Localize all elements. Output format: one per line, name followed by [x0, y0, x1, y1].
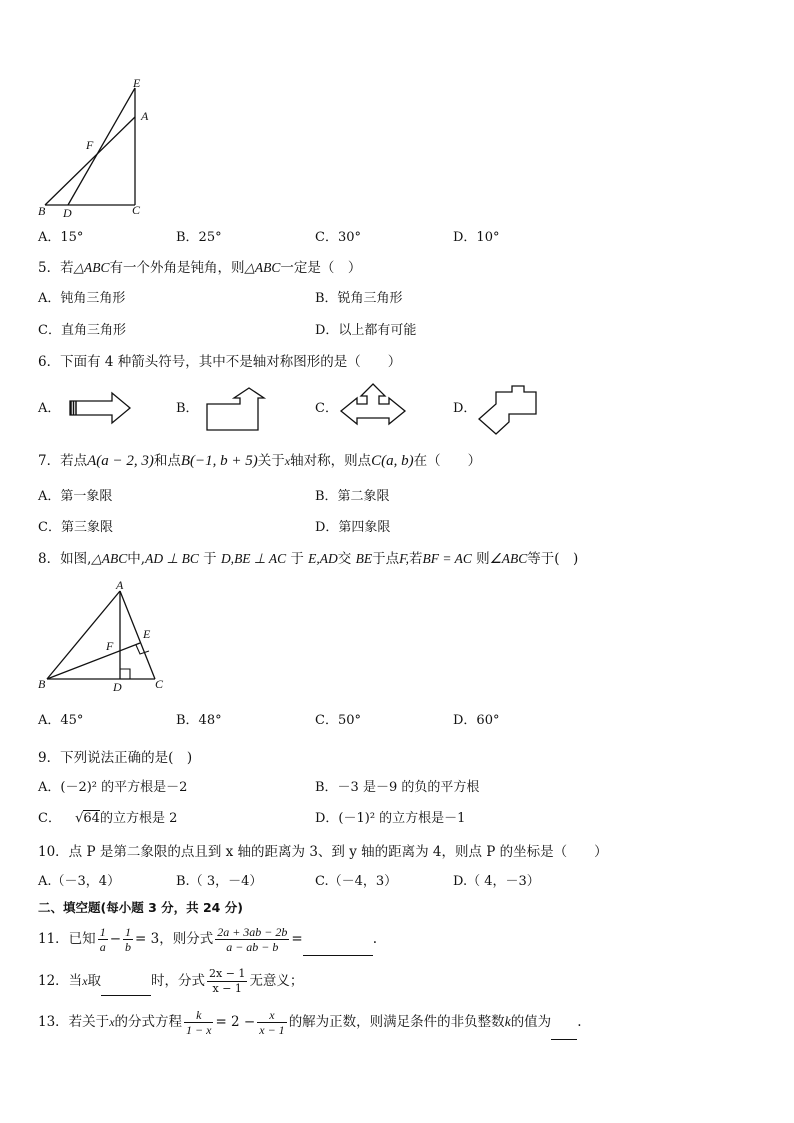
fig4-label-C: C: [132, 203, 141, 217]
q12-text-3: 时，分式: [151, 973, 206, 989]
q6-option-a[interactable]: A．: [38, 401, 61, 416]
q7-point-c: C(a, b): [371, 453, 414, 469]
q13-text-3: 的解为正数，则满足条件的非负整数: [288, 1014, 505, 1030]
q13-text-4: 的值为: [510, 1014, 552, 1030]
q7-text-3: 关于: [257, 453, 285, 469]
q13-k: k: [504, 1014, 511, 1029]
sqrt-icon: √: [75, 811, 84, 826]
q10-option-b[interactable]: B.（ 3，－4）: [176, 874, 263, 889]
q5-triangle-1: △ABC: [73, 260, 110, 275]
q9-radicand: 64: [83, 811, 100, 826]
q5-option-c[interactable]: C．直角三角形: [38, 323, 126, 338]
q6-option-d[interactable]: D．: [453, 401, 477, 416]
q11-text-2: ，则分式: [159, 931, 214, 947]
q7-text-4: 轴对称，则点: [290, 453, 372, 469]
q4-option-a[interactable]: A．15°: [38, 230, 84, 245]
q11-eq-2: =: [291, 931, 303, 947]
q8-text-1: 8．如图,: [38, 551, 92, 567]
q13-f1-num: k: [184, 1008, 213, 1023]
q8-text-2: 中,: [127, 551, 146, 567]
q8-text-9: 等于( ): [527, 551, 579, 567]
q11-f2-num: 1: [125, 925, 131, 939]
q7-option-b[interactable]: B．第二象限: [315, 489, 390, 504]
q5-option-a[interactable]: A．钝角三角形: [38, 291, 126, 306]
q13-text-2: 的分式方程: [114, 1014, 183, 1030]
q7-point-b: B(−1, b + 5): [180, 453, 258, 469]
q6-option-b[interactable]: B．: [176, 401, 199, 416]
q5-triangle-2: △ABC: [244, 260, 281, 275]
q11-f2-den: b: [125, 940, 131, 954]
fig8-label-A: A: [116, 578, 124, 592]
q8-text-6: 于点: [372, 551, 400, 567]
q8-text-7: 若: [408, 551, 423, 567]
q6-option-c[interactable]: C．: [315, 401, 338, 416]
fig4-label-A: A: [141, 109, 149, 123]
q8-cond-1: AD ⊥ BC: [145, 551, 199, 566]
fig8-label-E: E: [143, 627, 151, 641]
q8-option-d[interactable]: D．60°: [453, 713, 500, 728]
q5-option-b[interactable]: B．锐角三角形: [315, 291, 403, 306]
q9-option-d[interactable]: D．(－1)² 的立方根是－1: [315, 811, 466, 826]
q10-option-d[interactable]: D.（ 4，－3）: [453, 874, 540, 889]
section-2-heading: 二、填空题(每小题 3 分，共 24 分): [38, 900, 243, 915]
q12-text-4: 无意义；: [249, 973, 304, 989]
q12-f-num: 2x − 1: [209, 967, 246, 980]
q11-fraction-2: [123, 925, 133, 954]
q8-text-3: 于: [203, 551, 217, 567]
q13-f2-den: x − 1: [259, 1023, 285, 1037]
q8-f: F,: [399, 551, 409, 566]
q4-option-b[interactable]: B．25°: [176, 230, 222, 245]
q12-text-1: 12．当: [38, 973, 83, 989]
q7-text-2: 和点: [153, 453, 181, 469]
q8-option-c[interactable]: C．50°: [315, 713, 361, 728]
q9-option-c[interactable]: [38, 810, 177, 828]
q11-stem: [38, 922, 377, 956]
q8-cond-2: BE ⊥ AC: [234, 551, 287, 566]
q8-e: E,: [308, 551, 320, 566]
q5-option-d[interactable]: D．以上都有可能: [315, 323, 417, 338]
q11-f1-num: 1: [99, 925, 106, 939]
q7-point-a: A(a − 2, 3): [87, 453, 154, 469]
q13-f2-num: x: [257, 1008, 286, 1023]
q8-option-a[interactable]: A．45°: [38, 713, 84, 728]
q13-answer-blank[interactable]: [551, 1021, 577, 1040]
q8-d: D,: [220, 551, 235, 566]
q11-f3-den: a − ab − b: [226, 940, 279, 954]
q11-end: .: [372, 931, 378, 947]
q8-text-8: 则: [476, 551, 490, 567]
q13-x: x: [109, 1015, 115, 1029]
q5-text: 5．若: [38, 260, 74, 276]
q11-fraction-1: [98, 925, 108, 954]
q13-stem: [38, 1004, 581, 1040]
q7-x: x: [284, 454, 291, 468]
q11-text-1: 11．已知: [38, 931, 96, 947]
q9-option-b[interactable]: B．－3 是－9 的负的平方根: [315, 780, 480, 795]
fig4-label-E: E: [133, 76, 141, 90]
q12-text-2: 取: [87, 973, 102, 989]
q10-stem: 10．点 P 是第二象限的点且到 x 轴的距离为 3、到 y 轴的距离为 4，则点 P 的坐标是（ ）: [38, 844, 608, 860]
q11-eq: = 3: [135, 931, 160, 947]
q12-fraction: [207, 967, 247, 996]
q10-option-c[interactable]: C.（－4，3）: [315, 874, 398, 889]
q8-option-b[interactable]: B．48°: [176, 713, 222, 728]
q11-f1-den: a: [99, 940, 106, 954]
fig4-label-D: D: [63, 206, 72, 220]
q9-option-a[interactable]: A．(－2)² 的平方根是－2: [38, 780, 188, 795]
q13-mid: = 2 −: [215, 1014, 256, 1030]
fig4-label-B: B: [38, 204, 46, 218]
q8-text-5: 交: [337, 551, 352, 567]
q7-text-5: 在（ ）: [413, 453, 482, 469]
q4-option-d[interactable]: D．10°: [453, 230, 500, 245]
q9-option-c-text: 的立方根是 2: [99, 811, 178, 826]
q10-option-a[interactable]: A.（－3，4）: [38, 874, 121, 889]
q11-minus: −: [109, 931, 121, 947]
q8-triangle: △ABC: [91, 551, 128, 566]
q8-cond-3: BF = AC: [422, 551, 472, 566]
q8-ad: AD: [319, 551, 338, 566]
q8-text-4: 于: [290, 551, 304, 567]
q8-angle: ∠ABC: [489, 551, 528, 566]
q7-text-1: 7．若点: [38, 453, 88, 469]
q5-text-end: 一定是（ ）: [280, 260, 362, 276]
q13-text-1: 13．若关于: [38, 1014, 110, 1030]
q9-option-c-label: C．: [38, 811, 61, 826]
q13-f1-den: 1 − x: [186, 1023, 212, 1037]
q8-be: BE: [355, 551, 373, 566]
q7-option-c[interactable]: C．第三象限: [38, 520, 113, 535]
q7-option-d[interactable]: D．第四象限: [315, 520, 391, 535]
fig8-label-D: D: [113, 680, 122, 694]
fig4-label-F: F: [86, 138, 94, 152]
q6-stem: 6．下面有 4 种箭头符号，其中不是轴对称图形的是（ ）: [38, 354, 402, 370]
q12-stem: [38, 966, 303, 996]
fig8-label-B: B: [38, 677, 46, 691]
q13-fraction-1: [184, 1008, 213, 1037]
q7-option-a[interactable]: A．第一象限: [38, 489, 113, 504]
q12-answer-blank[interactable]: [101, 977, 151, 996]
q13-end: .: [577, 1014, 582, 1030]
fig8-label-C: C: [155, 677, 164, 691]
q12-x: x: [82, 974, 88, 988]
q4-option-c[interactable]: C．30°: [315, 230, 361, 245]
fig8-label-F: F: [106, 639, 114, 653]
q13-fraction-2: [257, 1008, 286, 1037]
q11-fraction-3: [215, 925, 289, 954]
q11-answer-blank[interactable]: [303, 935, 373, 956]
q5-text-mid: 有一个外角是钝角，则: [109, 260, 245, 276]
q12-f-den: x − 1: [212, 982, 242, 995]
q9-stem: 9．下列说法正确的是( ): [38, 750, 193, 766]
q11-f3-num: 2a + 3ab − 2b: [217, 925, 288, 939]
